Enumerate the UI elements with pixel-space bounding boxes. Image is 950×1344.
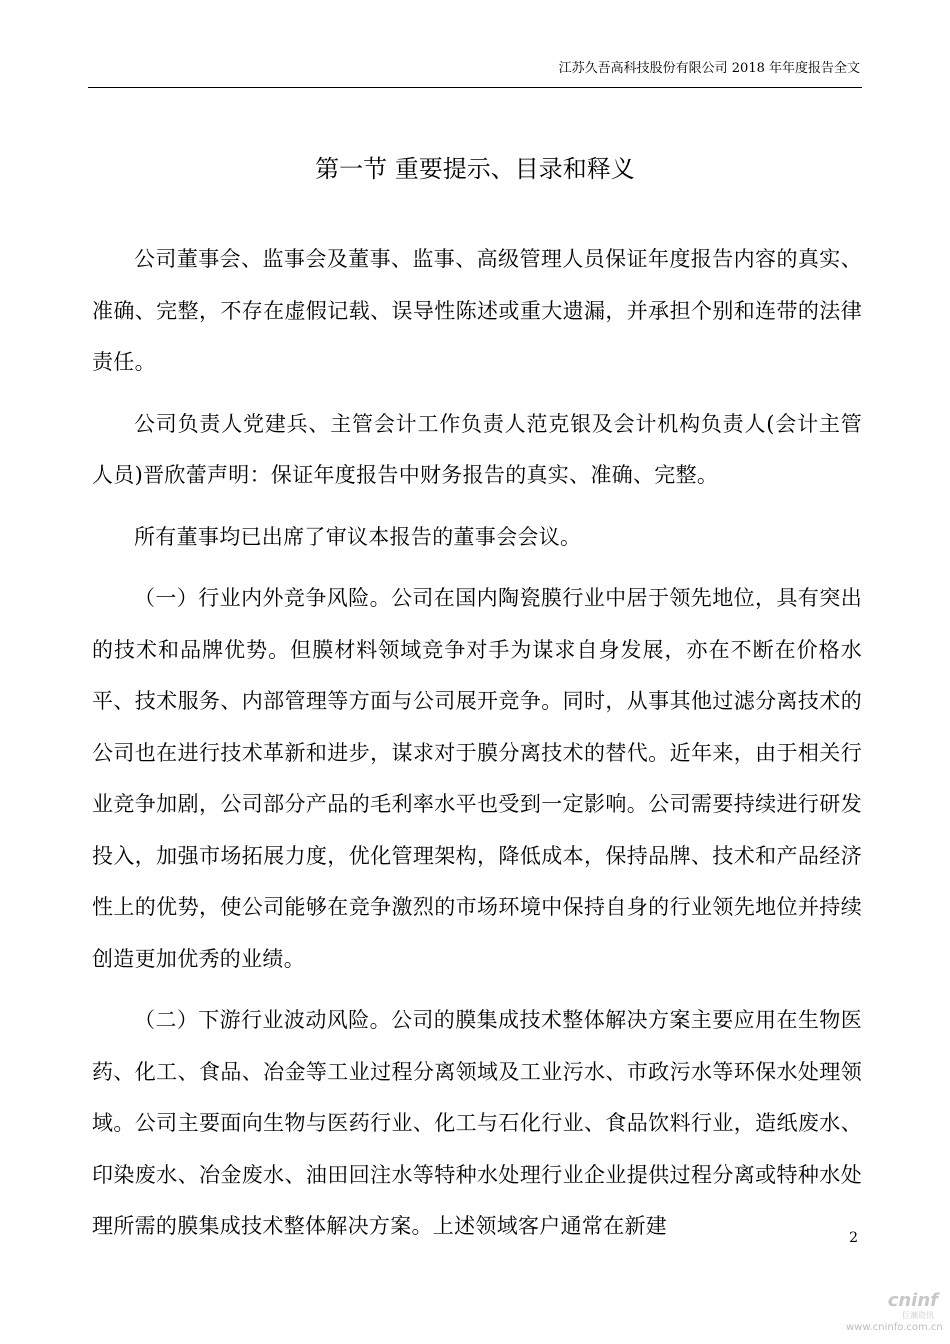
page-number: 2 — [849, 1230, 858, 1246]
paragraph-responsibility-statement: 公司董事会、监事会及董事、监事、高级管理人员保证年度报告内容的真实、准确、完整，不存在虚假记载、误导性陈述或重大遗漏，并承担个别和连带的法律责任。 — [92, 247, 862, 374]
paragraph-downstream-risk: （二）下游行业波动风险。公司的膜集成技术整体解决方案主要应用在生物医药、化工、食品、冶金等工业过程分离领域及工业污水、市政污水等环保水处理领域。公司主要面向生物与医药行业、化工与石化行业、食品饮料行业，造纸废水、印染废水、冶金废水、油田回注水等特种水处理行业企业提供过程分离或特种水处理所需的膜集成技术整体解决方案。上述领域客户通常在新建 — [92, 1008, 862, 1238]
body-text — [92, 234, 862, 1263]
paragraph-competition-risk: （一）行业内外竞争风险。公司在国内陶瓷膜行业中居于领先地位，具有突出的技术和品牌优势。但膜材料领域竞争对手为谋求自身发展，亦在不断在价格水平、技术服务、内部管理等方面与公司展开竞争。同时，从事其他过滤分离技术的公司也在进行技术革新和进步，谋求对于膜分离技术的替代。近年来，由于相关行业竞争加剧，公司部分产品的毛利率水平也受到一定影响。公司需要持续进行研发投入，加强市场拓展力度，优化管理架构，降低成本，保持品牌、技术和产品经济性上的优势，使公司能够在竞争激烈的市场环境中保持自身的行业领先地位并持续创造更加优秀的业绩。 — [92, 586, 862, 971]
paragraph-financial-statement-declaration: 公司负责人党建兵、主管会计工作负责人范克银及会计机构负责人(会计主管人员)晋欣蕾声明：保证年度报告中财务报告的真实、准确、完整。 — [92, 411, 862, 487]
cninfo-logo-subtitle: 巨潮资讯 — [902, 1311, 934, 1320]
paragraph-board-attendance: 所有董事均已出席了审议本报告的董事会会议。 — [134, 524, 582, 549]
header-rule — [88, 87, 862, 88]
cninfo-watermark — [846, 1290, 943, 1337]
cninfo-url: www.cninfo.com.cn — [846, 1322, 943, 1333]
section-title: 第一节 重要提示、目录和释义 — [315, 155, 635, 183]
cninfo-logo: cninf — [887, 1290, 938, 1311]
running-header: 江苏久吾高科技股份有限公司 2018 年年度报告全文 — [558, 61, 860, 76]
